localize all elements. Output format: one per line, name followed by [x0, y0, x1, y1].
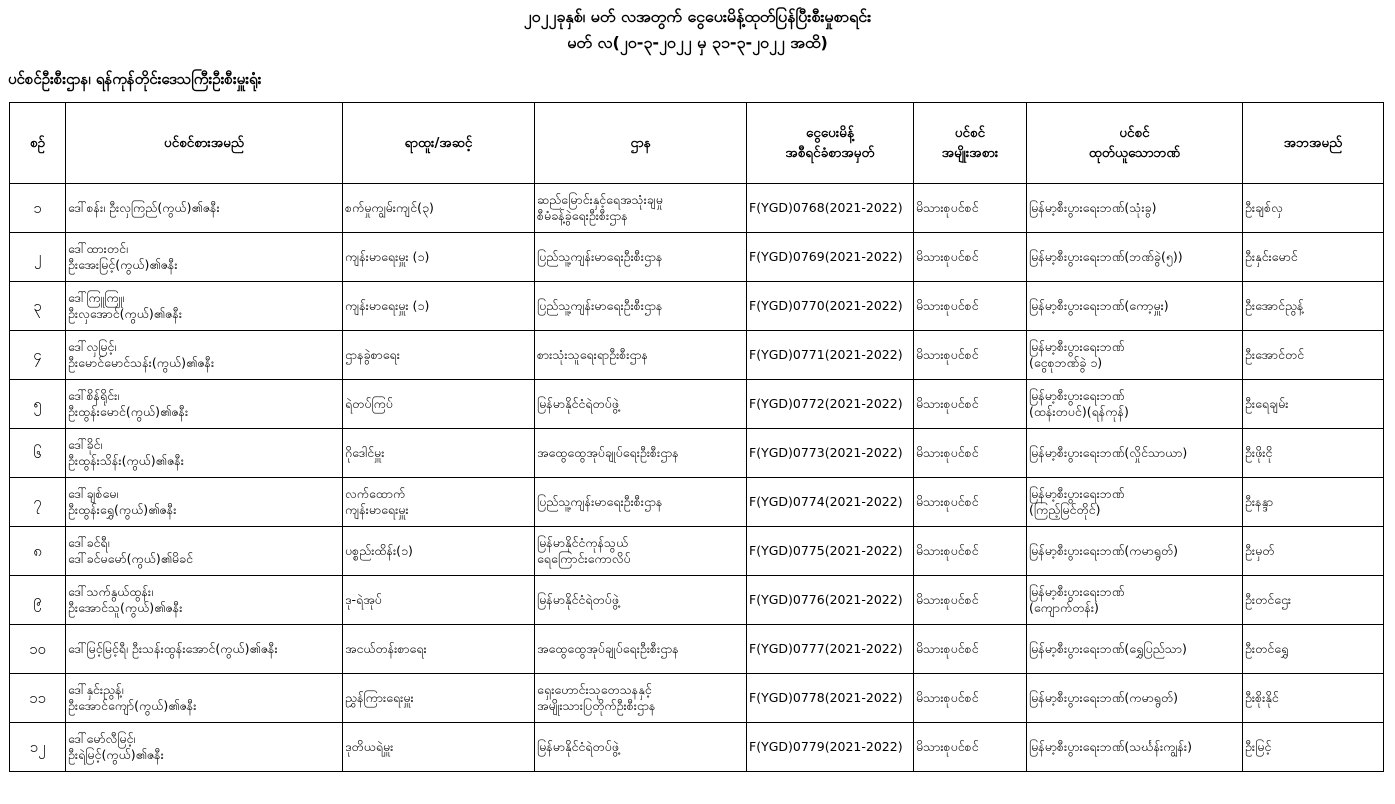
cell-row-number: ၉	[10, 576, 66, 625]
cell-bank: မြန်မာ့စီးပွားရေးဘဏ် (ငွေစုဘဏ်ခွဲ ၁)	[1027, 331, 1243, 380]
table-row	[10, 625, 1384, 674]
cell-bank: မြန်မာ့စီးပွားရေးဘဏ်(ကမာရွတ်)	[1027, 527, 1243, 576]
cell-pension-type: မိသားစုပင်စင်	[914, 674, 1027, 723]
cell-rank: စက်မှုကျွမ်းကျင်(၃)	[343, 184, 535, 233]
cell-pension-type: မိသားစုပင်စင်	[914, 331, 1027, 380]
cell-father-name: ဦးမှတ်	[1243, 527, 1384, 576]
table-row	[10, 233, 1384, 282]
cell-father-name: ဦးချစ်လှ	[1243, 184, 1384, 233]
col-header-no: စဉ်	[10, 103, 66, 184]
cell-rank: အငယ်တန်းစာရေး	[343, 625, 535, 674]
cell-department: မြန်မာနိုင်ငံရဲတပ်ဖွဲ့	[535, 576, 747, 625]
cell-pensioner-name: ဒေါ်ကြူကြူ၊ ဦးလှအောင်(ကွယ်)၏ဇနီး	[66, 282, 343, 331]
cell-department: အထွေထွေအုပ်ချုပ်ရေးဦးစီးဌာန	[535, 429, 747, 478]
table-row	[10, 576, 1384, 625]
cell-pensioner-name: ဒေါ်ခိုင်၊ ဦးထွန်းသိန်း(ကွယ်)၏ဇနီး	[66, 429, 343, 478]
cell-father-name: ဦးတင်ရွှေ	[1243, 625, 1384, 674]
cell-order-number: F(YGD)0768(2021-2022)	[747, 184, 914, 233]
table-row	[10, 282, 1384, 331]
cell-order-number: F(YGD)0769(2021-2022)	[747, 233, 914, 282]
cell-rank: ကျန်းမာရေးမှူး (၁)	[343, 282, 535, 331]
cell-row-number: ၁၂	[10, 723, 66, 772]
cell-father-name: ဦးနှင်းမောင်	[1243, 233, 1384, 282]
cell-father-name: ဦးနန္ဒာ	[1243, 478, 1384, 527]
cell-row-number: ၇	[10, 478, 66, 527]
cell-order-number: F(YGD)0774(2021-2022)	[747, 478, 914, 527]
cell-bank: မြန်မာ့စီးပွားရေးဘဏ်(သုံးခွ)	[1027, 184, 1243, 233]
cell-order-number: F(YGD)0779(2021-2022)	[747, 723, 914, 772]
cell-pension-type: မိသားစုပင်စင်	[914, 429, 1027, 478]
cell-pensioner-name: ဒေါ်မော်လီမြင့်၊ ဦးရဲမြင့်(ကွယ်)၏ဇနီး	[66, 723, 343, 772]
cell-order-number: F(YGD)0777(2021-2022)	[747, 625, 914, 674]
cell-department: ပြည်သူ့ကျန်းမာရေးဦးစီးဌာန	[535, 282, 747, 331]
table-row	[10, 184, 1384, 233]
cell-bank: မြန်မာ့စီးပွားရေးဘဏ်(သင်္ဃန်းကျွန်း)	[1027, 723, 1243, 772]
cell-father-name: ဦးတင်ဌေး	[1243, 576, 1384, 625]
cell-department: မြန်မာနိုင်ငံရဲတပ်ဖွဲ့	[535, 723, 747, 772]
cell-department: ပြည်သူ့ကျန်းမာရေးဦးစီးဌာန	[535, 233, 747, 282]
cell-bank: မြန်မာ့စီးပွားရေးဘဏ်(ကော့မှူး)	[1027, 282, 1243, 331]
report-header	[0, 4, 1395, 56]
col-header-name: ပင်စင်စားအမည်	[66, 103, 343, 184]
cell-department: မြန်မာနိုင်ငံရဲတပ်ဖွဲ့	[535, 380, 747, 429]
cell-row-number: ၂	[10, 233, 66, 282]
table-row	[10, 478, 1384, 527]
col-header-bank: ပင်စင် ထုတ်ယူသောဘဏ်	[1027, 103, 1243, 184]
col-header-order-number: ငွေပေးမိန့် အစီရင်ခံစာအမှတ်	[747, 103, 914, 184]
cell-father-name: ဦးစိုးနိုင်	[1243, 674, 1384, 723]
pension-table	[9, 102, 1384, 772]
cell-department: ရှေးဟောင်းသုတေသနနှင့် အမျိုးသားပြတိုက်ဦးစီးဌာန	[535, 674, 747, 723]
cell-department: ပြည်သူ့ကျန်းမာရေးဦးစီးဌာန	[535, 478, 747, 527]
cell-row-number: ၆	[10, 429, 66, 478]
cell-bank: မြန်မာ့စီးပွားရေးဘဏ်(ကမာရွတ်)	[1027, 674, 1243, 723]
cell-pensioner-name: ဒေါ်ထားတင်၊ ဦးအေးမြင့်(ကွယ်)၏ဇနီး	[66, 233, 343, 282]
table-row	[10, 527, 1384, 576]
cell-pension-type: မိသားစုပင်စင်	[914, 576, 1027, 625]
col-header-father-name: အဘအမည်	[1243, 103, 1384, 184]
cell-row-number: ၃	[10, 282, 66, 331]
table-header-row	[10, 103, 1384, 184]
cell-pensioner-name: ဒေါ်ခင်ရီ၊ ဒေါ်ခင်မမော်(ကွယ်)၏မိခင်	[66, 527, 343, 576]
cell-pensioner-name: ဒေါ်မြင့်မြင့်ရီ၊ ဦးသန်းထွန်းအောင်(ကွယ်)၏ဇနီး	[66, 625, 343, 674]
cell-department: ဆည်မြောင်းနှင့်ရေအသုံးချမှု စီမံခန့်ခွဲရေးဦးစီးဌာန	[535, 184, 747, 233]
cell-pension-type: မိသားစုပင်စင်	[914, 184, 1027, 233]
cell-rank: ဒုတိယရဲမှူး	[343, 723, 535, 772]
cell-father-name: ဦးရေချမ်း	[1243, 380, 1384, 429]
cell-father-name: ဦးအောင်တင်	[1243, 331, 1384, 380]
cell-pensioner-name: ဒေါ်ချစ်မေ၊ ဦးထွန်းရွှေ(ကွယ်)၏ဇနီး	[66, 478, 343, 527]
cell-department: အထွေထွေအုပ်ချုပ်ရေးဦးစီးဌာန	[535, 625, 747, 674]
cell-row-number: ၅	[10, 380, 66, 429]
cell-order-number: F(YGD)0778(2021-2022)	[747, 674, 914, 723]
cell-father-name: ဦးဖိုးငို	[1243, 429, 1384, 478]
cell-pension-type: မိသားစုပင်စင်	[914, 527, 1027, 576]
table-row	[10, 723, 1384, 772]
cell-order-number: F(YGD)0776(2021-2022)	[747, 576, 914, 625]
cell-bank: မြန်မာ့စီးပွားရေးဘဏ်(ဘဏ်ခွဲ(၅))	[1027, 233, 1243, 282]
cell-pensioner-name: ဒေါ်စန်း၊ ဦးလှကြည်(ကွယ်)၏ဇနီး	[66, 184, 343, 233]
department-name: ပင်စင်ဦးစီးဌာန၊ ရန်ကုန်တိုင်းဒေသကြီးဦးစီးမှူးရုံး	[8, 70, 262, 88]
cell-father-name: ဦးအောင်ညွန့်	[1243, 282, 1384, 331]
cell-pensioner-name: ဒေါ်နှင်းညွန့်၊ ဦးအောင်ကျော်(ကွယ်)၏ဇနီး	[66, 674, 343, 723]
cell-order-number: F(YGD)0770(2021-2022)	[747, 282, 914, 331]
cell-bank: မြန်မာ့စီးပွားရေးဘဏ် (ကျောက်တန်း)	[1027, 576, 1243, 625]
cell-rank: ဂိုဒေါင်မှူး	[343, 429, 535, 478]
cell-rank: ဌာနခွဲစာရေး	[343, 331, 535, 380]
cell-department: မြန်မာနိုင်ငံကုန်သွယ် ရေကြောင်းကောလိပ်	[535, 527, 747, 576]
cell-pensioner-name: ဒေါ်စိန်ရိုင်း၊ ဦးထွန်းမောင်(ကွယ်)၏ဇနီး	[66, 380, 343, 429]
cell-row-number: ၁၀	[10, 625, 66, 674]
cell-row-number: ၁	[10, 184, 66, 233]
col-header-pension-type: ပင်စင် အမျိုးအစား	[914, 103, 1027, 184]
cell-pension-type: မိသားစုပင်စင်	[914, 380, 1027, 429]
report-title: ၂၀၂၂ခုနှစ်၊ မတ် လအတွက် ငွေပေးမိန့်ထုတ်ပြန်ပြီးစီးမှုစာရင်း	[523, 7, 872, 26]
cell-pension-type: မိသားစုပင်စင်	[914, 478, 1027, 527]
cell-rank: ကျန်းမာရေးမှူး (၁)	[343, 233, 535, 282]
table-row	[10, 429, 1384, 478]
cell-order-number: F(YGD)0771(2021-2022)	[747, 331, 914, 380]
cell-pension-type: မိသားစုပင်စင်	[914, 233, 1027, 282]
cell-row-number: ၈	[10, 527, 66, 576]
cell-rank: လက်ထောက် ကျန်းမာရေးမှူး	[343, 478, 535, 527]
cell-pensioner-name: ဒေါ်သက်နွယ်ထွန်း၊ ဦးအောင်သူ(ကွယ်)၏ဇနီး	[66, 576, 343, 625]
cell-rank: ပစ္စည်းထိန်း(၁)	[343, 527, 535, 576]
report-period: မတ် လ(၂၀-၃-၂၀၂၂ မှ ၃၁-၃-၂၀၂၂ အထိ)	[567, 33, 828, 52]
cell-pensioner-name: ဒေါ်လှမြင့်၊ ဦးမောင်မောင်သန်း(ကွယ်)၏ဇနီး	[66, 331, 343, 380]
cell-father-name: ဦးမြင့်	[1243, 723, 1384, 772]
cell-pension-type: မိသားစုပင်စင်	[914, 723, 1027, 772]
cell-bank: မြန်မာ့စီးပွားရေးဘဏ်(ရွှေပြည်သာ)	[1027, 625, 1243, 674]
cell-row-number: ၁၁	[10, 674, 66, 723]
cell-rank: ရဲတပ်ကြပ်	[343, 380, 535, 429]
cell-order-number: F(YGD)0772(2021-2022)	[747, 380, 914, 429]
cell-bank: မြန်မာ့စီးပွားရေးဘဏ် (ထန်းတပင်)(ရန်ကုန်)	[1027, 380, 1243, 429]
cell-row-number: ၄	[10, 331, 66, 380]
cell-pension-type: မိသားစုပင်စင်	[914, 282, 1027, 331]
cell-rank: ဒု-ရဲအုပ်	[343, 576, 535, 625]
col-header-rank: ရာထူး/အဆင့်	[343, 103, 535, 184]
cell-rank: ညွှန်ကြားရေးမှူး	[343, 674, 535, 723]
col-header-department: ဌာန	[535, 103, 747, 184]
cell-department: စားသုံးသူရေးရာဦးစီးဌာန	[535, 331, 747, 380]
cell-bank: မြန်မာ့စီးပွားရေးဘဏ်(လှိုင်သာယာ)	[1027, 429, 1243, 478]
table-row	[10, 380, 1384, 429]
cell-order-number: F(YGD)0773(2021-2022)	[747, 429, 914, 478]
table-row	[10, 674, 1384, 723]
cell-bank: မြန်မာ့စီးပွားရေးဘဏ် (ကြည့်မြင်တိုင်)	[1027, 478, 1243, 527]
cell-order-number: F(YGD)0775(2021-2022)	[747, 527, 914, 576]
table-row	[10, 331, 1384, 380]
cell-pension-type: မိသားစုပင်စင်	[914, 625, 1027, 674]
